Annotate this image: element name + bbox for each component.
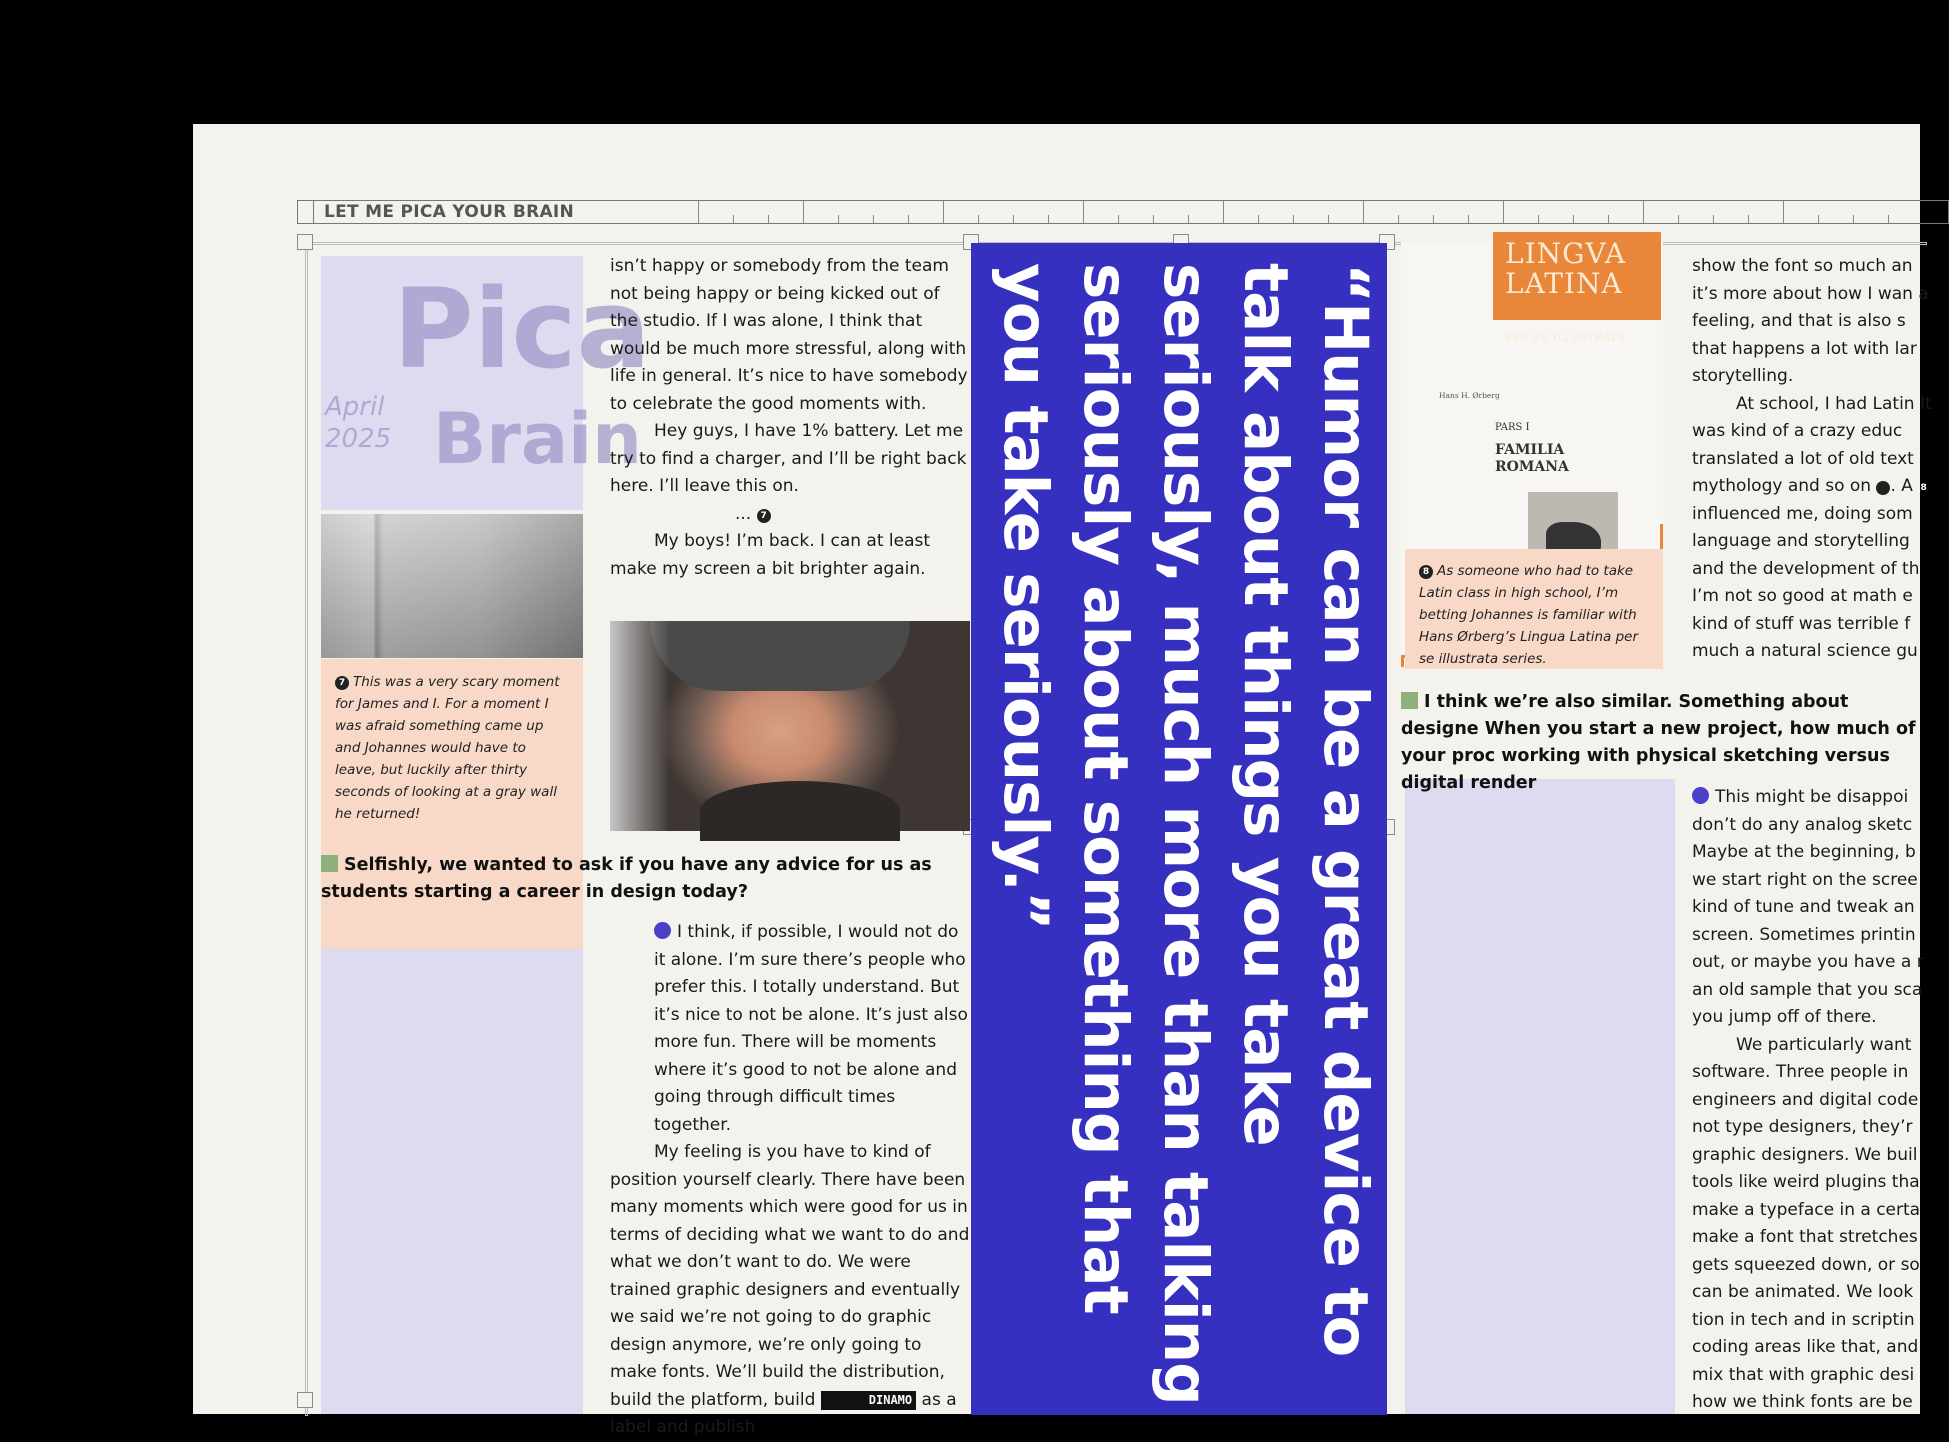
caption-note-8 [1405, 549, 1663, 669]
frame-line [305, 242, 308, 1416]
ghost-word: Pica [393, 265, 651, 393]
book-author: Hans H. Ørberg [1439, 391, 1500, 400]
pull-quote-band [971, 243, 1387, 1415]
article-column-2-top [610, 253, 970, 583]
frame-handle [297, 1392, 313, 1408]
question-marker-icon [1401, 692, 1418, 709]
paragraph: I think, if possible, I would not do it alone. I’m sure there’s people who prefer this. I totally understand. But it’s nice to not be alone. It’s just also more fun. There will be moments where it’s good to not be alone and going through difficult times together. [654, 922, 968, 1135]
pull-quote: “Humor can be a great device to talk about things you take seriously, much more than talking seriously about something that you take seriously.” [990, 263, 1381, 1405]
footnote-number: 7 [757, 509, 771, 523]
book-subtitle: PER SE ILLVSTRATA [1505, 332, 1626, 344]
paragraph: isn’t happy or somebody from the team not being happy or being kicked out of the studio. If I was alone, I think that would be much more stressful, along with life in general. It’s nice to have somebody to celebrate the good moments with. [610, 256, 968, 414]
book-part-title: ROMANA [1495, 459, 1569, 475]
section-ruler [297, 200, 1949, 224]
interview-question: Selfishly, we wanted to ask if you have any advice for us as students starting a career in design today? [321, 855, 932, 902]
video-call-portrait-photo [610, 621, 970, 831]
ghost-panel [321, 919, 583, 1414]
answer-marker-icon [1692, 787, 1709, 804]
article-column-2-answer [610, 919, 970, 1442]
interview-question: I think we’re also similar. Something about designe When you start a new project, how much of your proc working with physical sketching versus digital render [1401, 692, 1916, 793]
paragraph: We particularly want software. Three people in engineers and digital code not type designers, they’r graphic designers. We buil tools like weird plugins tha make a typeface in a certa make a font that stretches gets squeezed down, or so can be animated. We look tion in tech and in scriptin coding areas like that, and mix that with graphic desi how we think fonts are be [1692, 1034, 1921, 1412]
divider [1401, 655, 1404, 667]
book-part-title: FAMILIA [1495, 442, 1565, 458]
article-column-4-answer [1692, 784, 1932, 1417]
book-part: PARS I [1495, 422, 1530, 433]
paragraph: At school, I had Latin It was kind of a crazy educ translated a lot of old text mythology and so on 8. A influenced me, doing som language and storytelling and the development of th I’m not so good at math e kind of stuff was terrible f much a natural science gu [1692, 393, 1932, 661]
book-title: LATINA [1505, 267, 1623, 300]
answer-marker-icon [654, 922, 671, 939]
magazine-page [193, 124, 1932, 1437]
paragraph: My boys! I’m back. I can at least make my screen a bit brighter again. [610, 531, 931, 579]
ruler-cell [298, 201, 314, 223]
book-cover-label [1493, 232, 1661, 344]
question-marker-icon [321, 855, 338, 872]
footnote-number: 7 [335, 676, 349, 690]
footnote-number: 8 [1876, 481, 1890, 495]
footnote-number: 8 [1419, 565, 1433, 579]
paragraph: show the font so much an it’s more about how I wan a feeling, and that is also s that happens a lot with lar storytelling. [1692, 256, 1929, 386]
paragraph: ... 7 [610, 501, 970, 529]
ghost-date: 2025 [325, 424, 392, 454]
frame-handle [297, 234, 313, 250]
paragraph: My feeling is you have to kind of position yourself clearly. There have been many moments which were good for us in terms of deciding what we want to do and what we don’t want to do. We were trained graphic designers and eventually we said we’re not going to do graphic design anymore, we’re only going to make fonts. We’ll build the distribution, build the platform, build DINAMO as a label and publish [610, 1142, 970, 1437]
caption-text: This was a very scary moment for James and I. For a moment I was afraid something came up and Johannes would have to leave, but luckily after thirty seconds of looking at a gray wall he returned! [335, 674, 560, 822]
section-title: LET ME PICA YOUR BRAIN [324, 202, 575, 222]
gray-wall-photo [321, 514, 583, 658]
article-column-4-top [1692, 253, 1932, 666]
caption-text: As someone who had to take Latin class in high school, I’m betting Johannes is familiar with Hans Ørberg’s Lingua Latina per se illustrata series. [1419, 563, 1638, 667]
dinamo-logo: DINAMO [821, 1391, 916, 1410]
book-title: LINGVA [1505, 237, 1627, 270]
ghost-panel [1405, 779, 1675, 1414]
ghost-word: Brain [433, 398, 642, 480]
paragraph: This might be disappoi don’t do any analog sketc Maybe at the beginning, b we start right on the scree kind of tune and tweak an screen. Sometimes printin out, or maybe you have a r an old sample that you sca you jump off of there. [1692, 787, 1924, 1027]
paragraph: Hey guys, I have 1% battery. Let me try to find a charger, and I’ll be right back here. I’ll leave this on. [610, 421, 967, 496]
ghost-date: April [325, 392, 385, 422]
